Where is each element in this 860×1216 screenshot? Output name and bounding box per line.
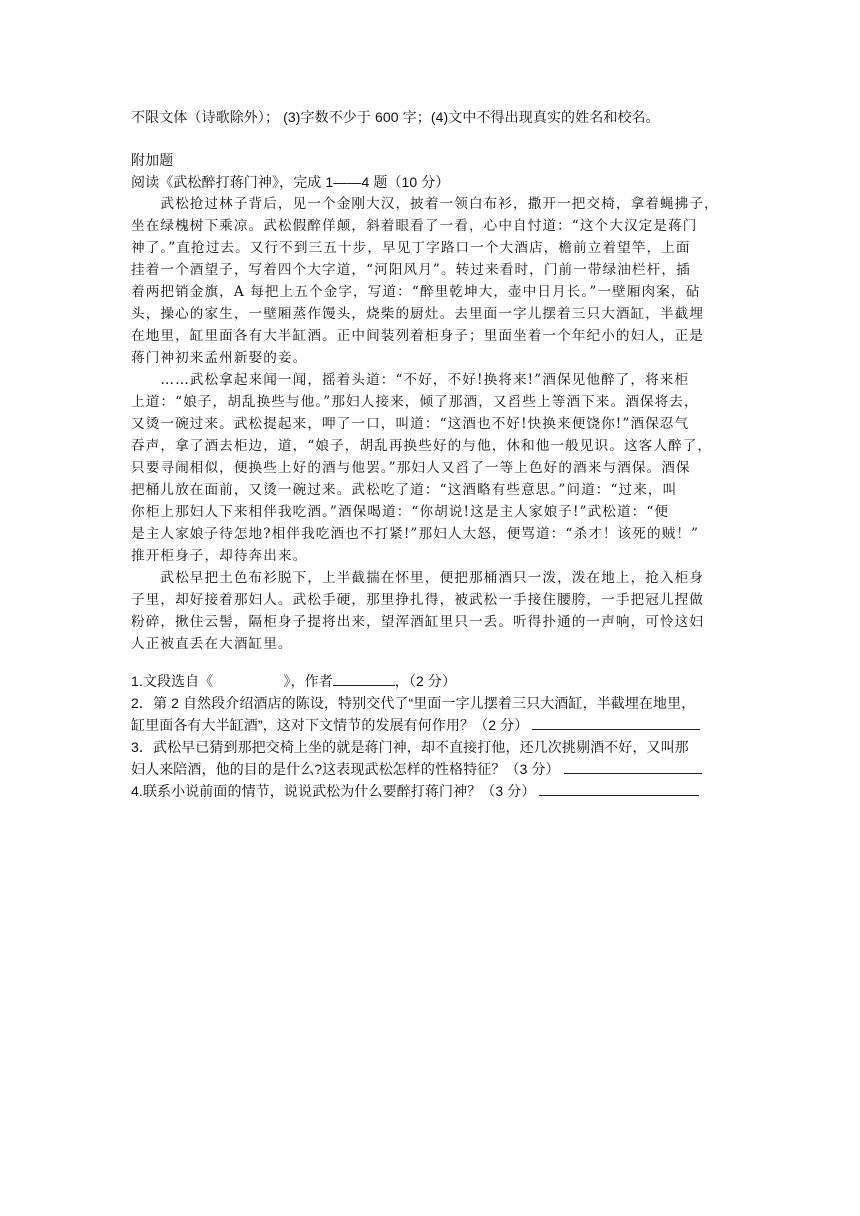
- passage-line: 武松抢过林子背后，见一个金刚大汉，披着一领白布衫，撒开一把交椅，拿着蝇拂子，: [131, 196, 719, 212]
- question-1-text-b: 》，作者: [283, 673, 333, 689]
- passage-line: 推开柜身子，却待奔出来。: [131, 548, 308, 564]
- passage-line: 挂着一个酒望子，写着四个大字道，“河阳风月”。转过来看时，门前一带绿油栏杆，插: [131, 262, 691, 278]
- passage-line: 你柜上那妇人下来相伴我吃酒。”酒保喝道：“你胡说!这是主人家娘子!”武松道：“便: [131, 504, 670, 520]
- passage-line: 粉碎，揪住云髻，隔柜身子提将出来，望浑酒缸里只一丢。听得扑通的一声响，可怜这妇: [131, 614, 705, 630]
- section-title: 附加题: [131, 152, 174, 168]
- essay-requirements-line: 不限文体（诗歌除外）； (3)字数不少于 600 字；(4)文中不得出现真实的姓名和校名。: [131, 109, 660, 125]
- question-4-text: 4.联系小说前面的情节，说说武松为什么要醉打蒋门神？（3 分）: [131, 783, 536, 799]
- answer-blank[interactable]: [532, 715, 700, 730]
- passage-line: 着两把销金旗，A 每把上五个金字，写道：“醉里乾坤大，壶中日月长。”一壁厢肉案，砧: [131, 284, 701, 300]
- passage-line: 是主人家娘子待怎地?相伴我吃酒也不打紧!”那妇人大怒，便骂道：“杀才！该死的贼！”: [131, 526, 700, 542]
- passage-line: 在地里，缸里面各有大半缸酒。正中间装列着柜身子；里面坐着一个年纪小的妇人，正是: [131, 328, 705, 344]
- author-blank[interactable]: [333, 671, 395, 686]
- passage-line: 吞声，拿了酒去柜边，道，“娘子，胡乱再换些好的与他，休和他一般见识。这客人醉了，: [131, 438, 713, 454]
- passage-line: 又烫一碗过来。武松提起来，呷了一口，叫道：“这酒也不好!快换来便饶你!”酒保忍气: [131, 416, 690, 432]
- question-1-text-c: ，（2 分）: [394, 673, 457, 689]
- reading-instruction: 阅读《武松醉打蒋门神》，完成 1——4 题（10 分）: [131, 174, 450, 190]
- passage-line: 只要寻闹相似，便换些上好的酒与他罢。”那妇人又舀了一等上色好的酒来与酒保。酒保: [131, 460, 691, 476]
- question-1-text-a: 1.文段选自《: [131, 673, 214, 689]
- question-3-line-2: [131, 759, 702, 779]
- passage-line: 坐在绿槐树下乘凉。武松假醉佯颠，斜着眼看了一看，心中自忖道：“这个大汉定是蒋门: [131, 218, 698, 234]
- question-3-text: 妇人来陪酒，他的目的是什么?这表现武松怎样的性格特征？（3 分）: [131, 761, 560, 777]
- passage-line: ……武松拿起来闻一闻，摇着头道：“不好，不好!换将来!”酒保见他醉了，将来柜: [131, 372, 690, 388]
- passage-line: 蒋门神初来孟州新娶的妾。: [131, 350, 308, 366]
- question-1: [131, 671, 456, 691]
- passage-line: 上道：“娘子，胡乱换些与他。”那妇人接来，倾了那酒，又舀些上等酒下来。酒保将去，: [131, 394, 699, 410]
- question-2-line-2: [131, 715, 700, 735]
- question-4: [131, 781, 699, 801]
- passage-line: 神了。”直抢过去。又行不到三五十步，早见丁字路口一个大酒店，檐前立着望竿，上面: [131, 240, 691, 256]
- answer-blank[interactable]: [564, 759, 702, 774]
- passage-line: 人正被直丢在大酒缸里。: [131, 636, 293, 652]
- passage-line: 头，操心的家生，一壁厢蒸作馒头，烧柴的厨灶。去里面一字儿摆着三只大酒缸，半截埋: [131, 306, 705, 322]
- answer-blank[interactable]: [539, 781, 699, 796]
- question-3-line-1: 3．武松早已猜到那把交椅上坐的就是蒋门神，却不直接打他，还几次挑剔酒不好，又叫那: [131, 739, 689, 755]
- passage-line: 武松早把土色布衫脱下，上半截揣在怀里，便把那桶酒只一泼，泼在地上，抢入柜身: [131, 570, 705, 586]
- question-2-line-1: 2．第 2 自然段介绍酒店的陈设，特别交代了“里面一字儿摆着三只大酒缸，半截埋在地里，: [131, 695, 696, 711]
- passage-line: 把桶儿放在面前，又烫一碗过来。武松吃了道：“这酒略有些意思。”问道：“过来，叫: [131, 482, 678, 498]
- passage-line: 子里，却好接着那妇人。武松手硬，那里挣扎得，被武松一手接住腰胯，一手把冠儿捏做: [131, 592, 705, 608]
- question-2-text: 缸里面各有大半缸酒”，这对下文情节的发展有何作用？（2 分）: [131, 717, 529, 733]
